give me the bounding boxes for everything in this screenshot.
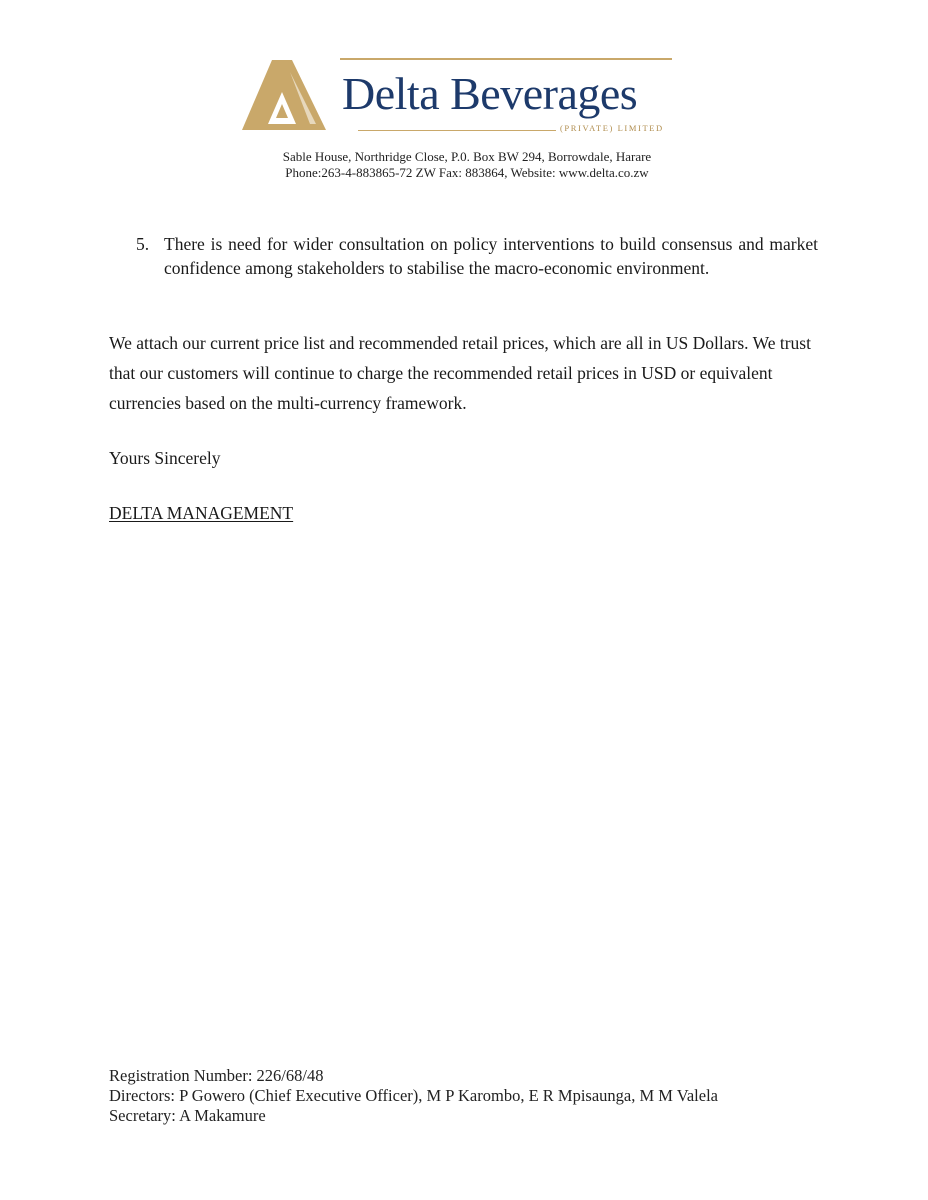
list-item-text: There is need for wider consultation on policy interventions to build consensus and market confidence among stakeholders to stabilise the macro-economic environment. (164, 234, 818, 278)
list-item-number: 5. (136, 234, 150, 254)
signatory: DELTA MANAGEMENT (109, 503, 294, 523)
company-suffix: (PRIVATE) LIMITED (560, 123, 664, 133)
contact-line: Phone:263-4-883865-72 ZW Fax: 883864, Website: www.delta.co.zw (285, 165, 649, 180)
registration-number: Registration Number: 226/68/48 (109, 1066, 324, 1085)
logo-top-rule (340, 58, 672, 60)
address-line: Sable House, Northridge Close, P.0. Box BW 294, Borrowdale, Harare (282, 149, 652, 164)
delta-triangle-logo-icon (240, 58, 330, 132)
letterhead-logo (240, 54, 676, 138)
body-paragraph: We attach our current price list and recommended retail prices, which are all in US Dollars. We trust that our customers will continue to charge the recommended retail prices in USD or equivalent currencies based on the multi-currency framework. (109, 333, 811, 413)
directors-list: Directors: P Gowero (Chief Executive Officer), M P Karombo, E R Mpisaunga, M M Valela (109, 1086, 718, 1105)
company-name: Delta Beverages (342, 68, 638, 119)
closing-salutation: Yours Sincerely (109, 448, 221, 468)
logo-bottom-rule (358, 130, 556, 131)
secretary: Secretary: A Makamure (109, 1106, 266, 1125)
letter-footer (109, 1066, 718, 1126)
